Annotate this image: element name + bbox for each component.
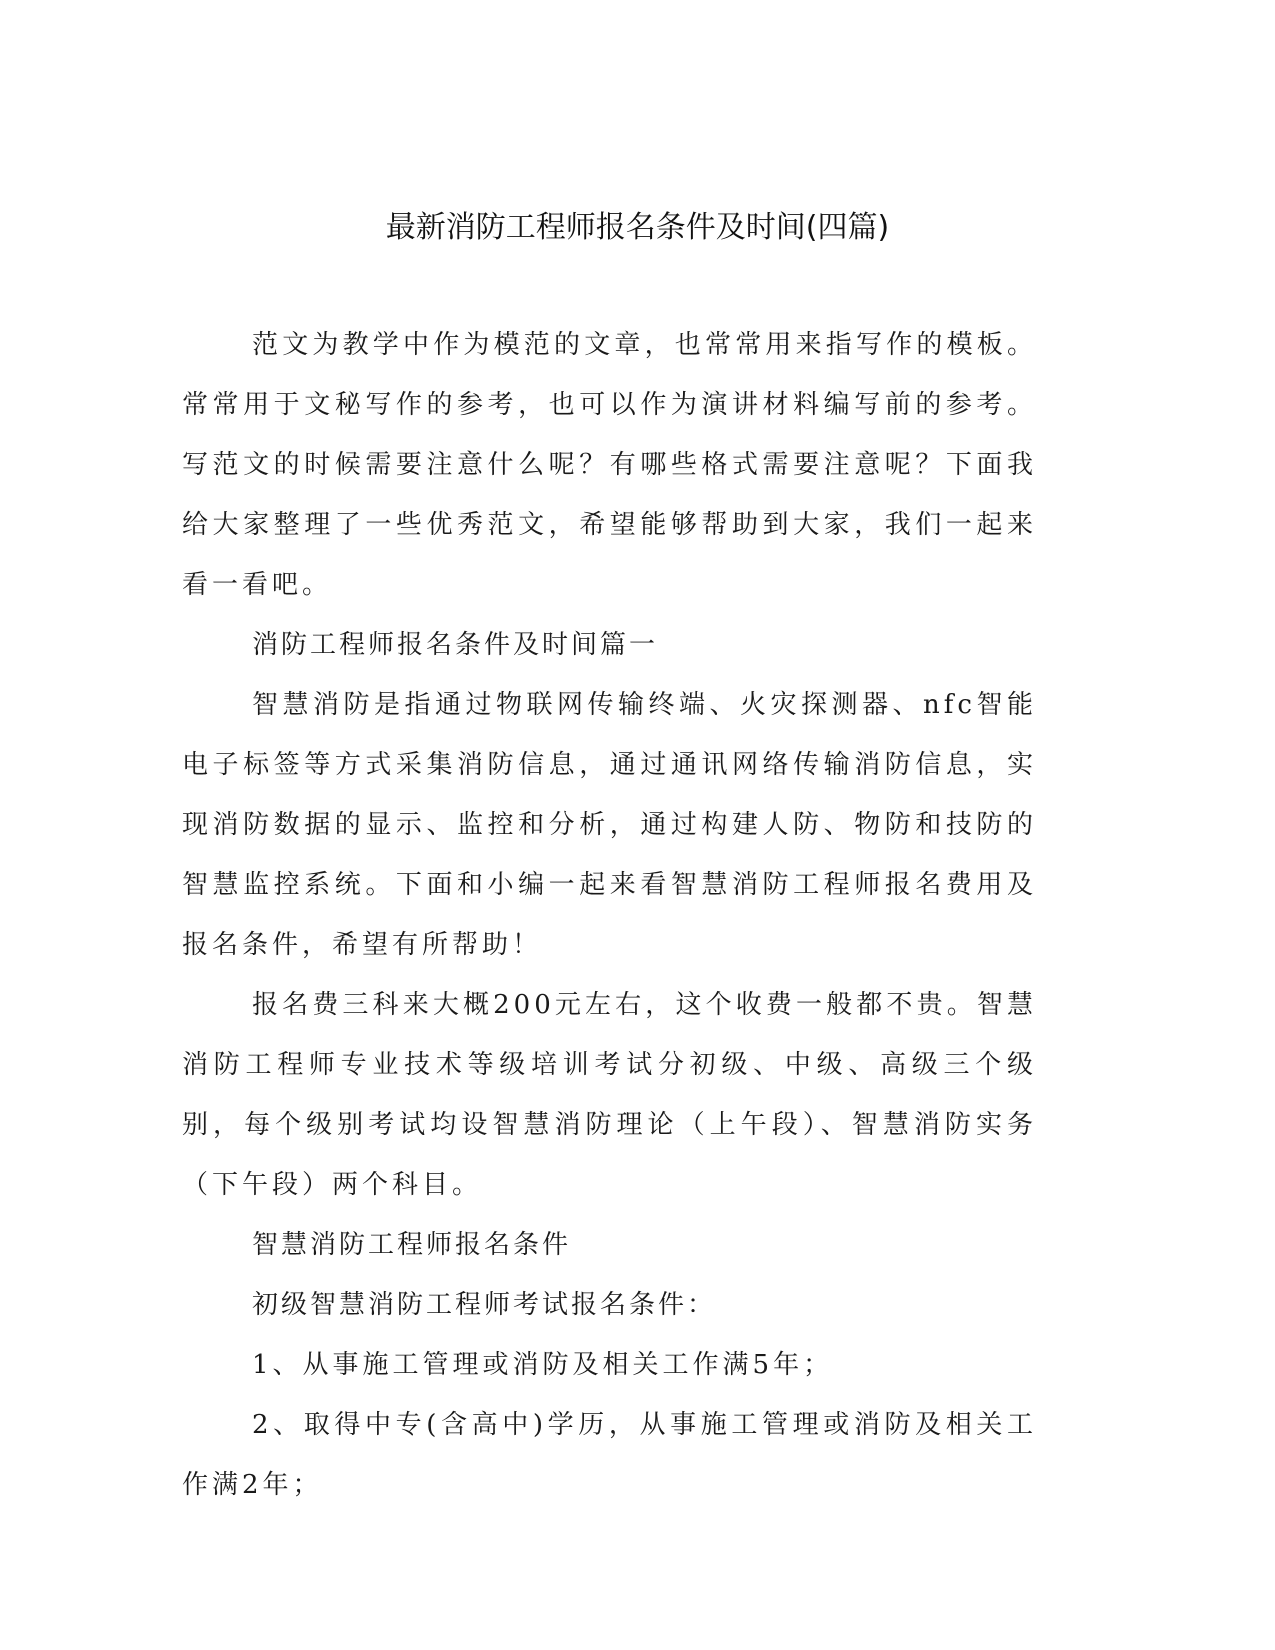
junior-level-conditions-heading: 初级智慧消防工程师考试报名条件： <box>252 1290 717 1320</box>
registration-fee-paragraph: 报名费三科来大概200元左右，这个收费一般都不贵。智慧消防工程师专业技术等级培训考试分初级、中级、高级三个级别，每个级别考试均设智慧消防理论（上午段）、智慧消防实务（下午段）两个科目。 <box>182 990 1037 1200</box>
intro-paragraph: 范文为教学中作为模范的文章，也常常用来指写作的模板。常常用于文秘写作的参考，也可以作为演讲材料编写前的参考。写范文的时候需要注意什么呢？有哪些格式需要注意呢？下面我给大家整理了一些优秀范文，希望能够帮助到大家，我们一起来看一看吧。 <box>182 330 1037 600</box>
condition-item-2: 2、取得中专(含高中)学历，从事施工管理或消防及相关工作满2年； <box>182 1410 1037 1500</box>
registration-conditions-heading: 智慧消防工程师报名条件 <box>252 1230 572 1260</box>
smart-fire-definition-paragraph: 智慧消防是指通过物联网传输终端、火灾探测器、nfc智能电子标签等方式采集消防信息，通过通讯网络传输消防信息，实现消防数据的显示、监控和分析，通过构建人防、物防和技防的智慧监控系统。下面和小编一起来看智慧消防工程师报名费用及报名条件，希望有所帮助！ <box>182 690 1037 960</box>
section-heading-part-one: 消防工程师报名条件及时间篇一 <box>252 630 659 660</box>
document-body <box>182 315 1037 1515</box>
document-title: 最新消防工程师报名条件及时间(四篇) <box>385 210 890 245</box>
condition-item-1: 1、从事施工管理或消防及相关工作满5年； <box>252 1350 834 1380</box>
